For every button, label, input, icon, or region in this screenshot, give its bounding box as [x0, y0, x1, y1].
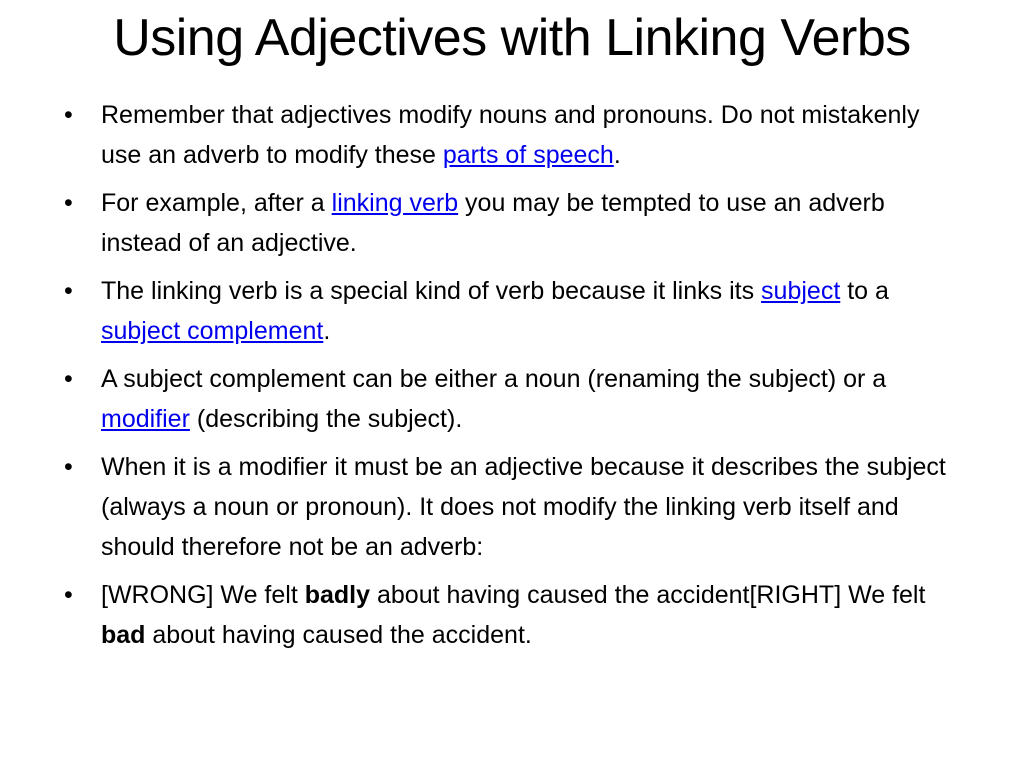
- bullet-dot-icon: •: [64, 101, 73, 129]
- link-parts-of-speech[interactable]: parts of speech: [442, 141, 614, 169]
- bullet-text: to a: [840, 277, 889, 305]
- bullet-text: .: [323, 317, 331, 345]
- bullet-text: [WRONG] We felt: [101, 581, 305, 609]
- bullet-dot-icon: •: [64, 189, 73, 217]
- link-subject-complement[interactable]: subject complement: [101, 317, 324, 345]
- bullet-dot-icon: •: [64, 453, 73, 481]
- bullet-dot-icon: •: [64, 365, 73, 393]
- bullet-dot-icon: •: [64, 277, 73, 305]
- bullet-item-1: [64, 95, 964, 175]
- bullet-item-5: [64, 447, 964, 567]
- bullet-item-6: [64, 575, 964, 655]
- slide-title: Using Adjectives with Linking Verbs: [113, 9, 911, 67]
- link-subject[interactable]: subject: [761, 277, 841, 305]
- bullet-text: (describing the subject).: [189, 405, 463, 433]
- bullet-item-2: [64, 183, 964, 263]
- bullet-list: [64, 95, 964, 663]
- bullet-text: When it is a modifier it must be an adjective because it describes the subject (always a noun or pronoun). It does not modify the linking verb itself and should therefore not be an adverb:: [101, 453, 946, 561]
- bullet-text: Remember that adjectives modify nouns and pronouns. Do not mistakenly use an adverb to modify these: [101, 101, 920, 169]
- link-linking-verb[interactable]: linking verb: [331, 189, 459, 217]
- bullet-item-4: [64, 359, 964, 439]
- bullet-text: The linking verb is a special kind of verb because it links its: [101, 277, 762, 305]
- bullet-text: A subject complement can be either a noun (renaming the subject) or a: [101, 365, 887, 393]
- bullet-text: about having caused the accident[RIGHT] We felt: [370, 581, 926, 609]
- bullet-text: about having caused the accident.: [145, 621, 532, 649]
- bold-word-bad: bad: [101, 621, 146, 649]
- bullet-item-3: [64, 271, 964, 351]
- bullet-text: For example, after a: [101, 189, 332, 217]
- bullet-text: .: [613, 141, 621, 169]
- link-modifier[interactable]: modifier: [101, 405, 190, 433]
- bullet-text: you may be tempted to use an adverb instead of an adjective.: [101, 189, 885, 257]
- bold-word-badly: badly: [304, 581, 371, 609]
- bullet-dot-icon: •: [64, 581, 73, 609]
